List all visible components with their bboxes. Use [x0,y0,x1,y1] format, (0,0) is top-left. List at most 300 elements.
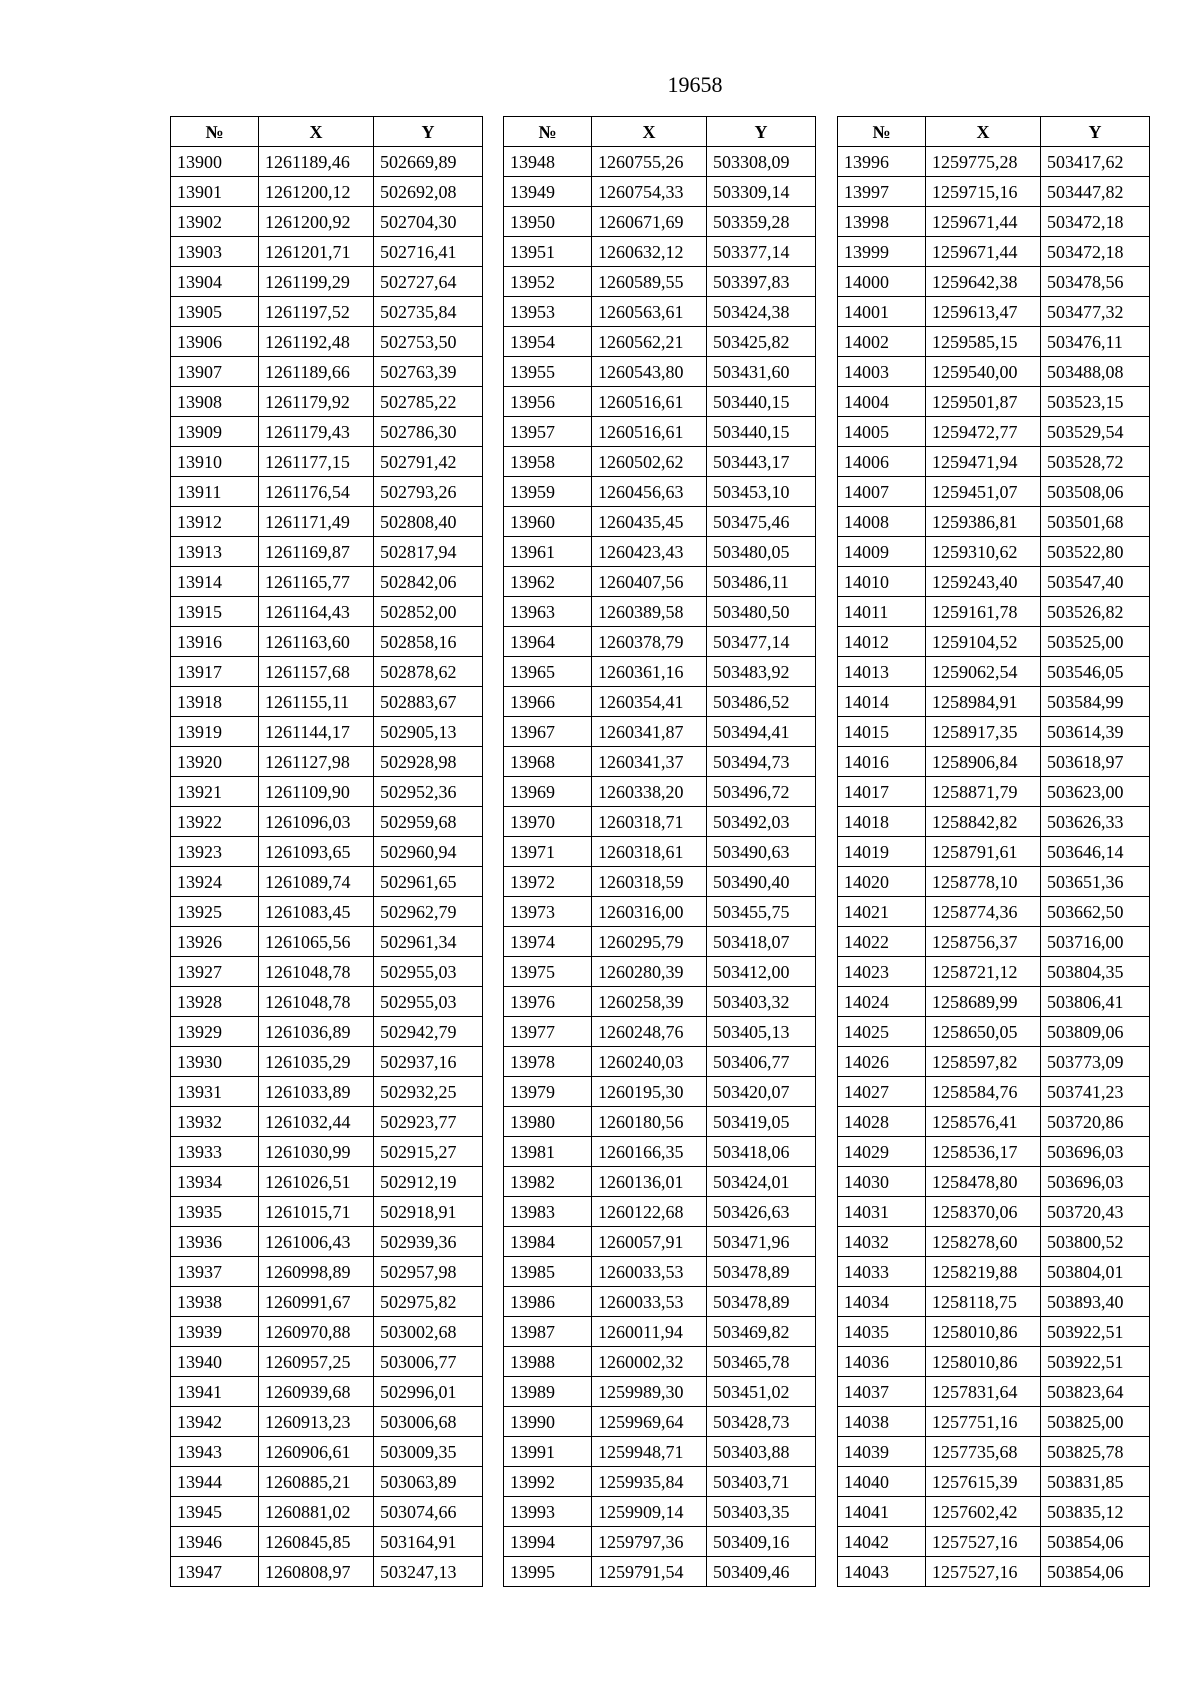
cell-number: 13914 [171,567,259,597]
cell-y: 502961,65 [374,867,483,897]
table-row [171,387,483,417]
cell-y: 503496,72 [707,777,816,807]
cell-number: 14012 [838,627,926,657]
cell-number: 13942 [171,1407,259,1437]
table-row [171,957,483,987]
column-header-y: Y [1041,117,1150,147]
table-row [171,1467,483,1497]
cell-x: 1261030,99 [259,1137,374,1167]
table-row [504,1497,816,1527]
cell-y: 503403,35 [707,1497,816,1527]
table-row [838,537,1150,567]
cell-number: 13948 [504,147,592,177]
cell-x: 1261169,87 [259,537,374,567]
table-row [504,1347,816,1377]
cell-x: 1258689,99 [926,987,1041,1017]
table-row [171,1497,483,1527]
cell-y: 503584,99 [1041,687,1150,717]
cell-x: 1261176,54 [259,477,374,507]
cell-y: 503009,35 [374,1437,483,1467]
table-row [171,777,483,807]
coordinates-table-2 [503,116,816,1587]
table-row [171,1227,483,1257]
cell-number: 13936 [171,1227,259,1257]
cell-x: 1260970,88 [259,1317,374,1347]
table-row [838,1527,1150,1557]
cell-y: 503893,40 [1041,1287,1150,1317]
table-row [504,1437,816,1467]
cell-x: 1261200,12 [259,177,374,207]
cell-x: 1259540,00 [926,357,1041,387]
table-row [504,1077,816,1107]
column-header-number: № [504,117,592,147]
cell-y: 503480,50 [707,597,816,627]
table-row [504,1317,816,1347]
table-row [838,1467,1150,1497]
cell-x: 1259501,87 [926,387,1041,417]
cell-x: 1259104,52 [926,627,1041,657]
cell-number: 13958 [504,447,592,477]
table-row [504,747,816,777]
cell-y: 503854,06 [1041,1527,1150,1557]
cell-number: 13905 [171,297,259,327]
table-row [171,987,483,1017]
cell-y: 502957,98 [374,1257,483,1287]
cell-number: 14030 [838,1167,926,1197]
cell-number: 13987 [504,1317,592,1347]
cell-x: 1260295,79 [592,927,707,957]
cell-number: 13963 [504,597,592,627]
table-row [504,1287,816,1317]
cell-x: 1261189,66 [259,357,374,387]
table-row [838,987,1150,1017]
cell-y: 503492,03 [707,807,816,837]
cell-x: 1260341,37 [592,747,707,777]
cell-x: 1258778,10 [926,867,1041,897]
cell-number: 13965 [504,657,592,687]
cell-y: 503477,14 [707,627,816,657]
cell-number: 14000 [838,267,926,297]
cell-x: 1260166,35 [592,1137,707,1167]
cell-y: 503716,00 [1041,927,1150,957]
cell-y: 503546,05 [1041,657,1150,687]
cell-x: 1260913,23 [259,1407,374,1437]
cell-number: 14043 [838,1557,926,1587]
cell-y: 503525,00 [1041,627,1150,657]
cell-y: 503412,00 [707,957,816,987]
cell-y: 503720,86 [1041,1107,1150,1137]
cell-number: 13954 [504,327,592,357]
cell-x: 1260423,43 [592,537,707,567]
table-row [171,207,483,237]
cell-x: 1261179,43 [259,417,374,447]
table-row [504,597,816,627]
table-row [838,957,1150,987]
cell-y: 502763,39 [374,357,483,387]
table-row [838,417,1150,447]
cell-number: 13931 [171,1077,259,1107]
cell-number: 13927 [171,957,259,987]
cell-x: 1259471,94 [926,447,1041,477]
cell-number: 14003 [838,357,926,387]
cell-number: 13928 [171,987,259,1017]
cell-y: 502955,03 [374,957,483,987]
cell-x: 1261032,44 [259,1107,374,1137]
cell-y: 503440,15 [707,387,816,417]
table-row [171,1407,483,1437]
table-row [504,537,816,567]
table-row [171,1017,483,1047]
table-row [171,627,483,657]
cell-x: 1260180,56 [592,1107,707,1137]
table-row [838,1347,1150,1377]
cell-x: 1261197,52 [259,297,374,327]
cell-x: 1257527,16 [926,1527,1041,1557]
table-row [504,1227,816,1257]
cell-x: 1260407,56 [592,567,707,597]
cell-x: 1260671,69 [592,207,707,237]
cell-y: 503447,82 [1041,177,1150,207]
table-row [504,147,816,177]
table-row [504,237,816,267]
cell-y: 502692,08 [374,177,483,207]
table-row [171,507,483,537]
column-header-x: X [259,117,374,147]
table-row [838,1077,1150,1107]
cell-x: 1261199,29 [259,267,374,297]
cell-x: 1261065,56 [259,927,374,957]
table-row [838,807,1150,837]
table-row [504,1107,816,1137]
table-row [171,867,483,897]
cell-number: 14041 [838,1497,926,1527]
cell-number: 13974 [504,927,592,957]
cell-y: 502961,34 [374,927,483,957]
cell-x: 1259989,30 [592,1377,707,1407]
cell-y: 503806,41 [1041,987,1150,1017]
table-row [838,657,1150,687]
cell-number: 13962 [504,567,592,597]
cell-x: 1260516,61 [592,417,707,447]
cell-y: 503501,68 [1041,507,1150,537]
cell-x: 1258871,79 [926,777,1041,807]
cell-x: 1259969,64 [592,1407,707,1437]
cell-x: 1261089,74 [259,867,374,897]
cell-y: 502817,94 [374,537,483,567]
cell-y: 503825,78 [1041,1437,1150,1467]
cell-x: 1261096,03 [259,807,374,837]
cell-y: 503618,97 [1041,747,1150,777]
cell-y: 503488,08 [1041,357,1150,387]
cell-x: 1261164,43 [259,597,374,627]
cell-x: 1258597,82 [926,1047,1041,1077]
cell-y: 503426,63 [707,1197,816,1227]
cell-y: 503465,78 [707,1347,816,1377]
table-row [838,777,1150,807]
cell-x: 1260361,16 [592,657,707,687]
cell-number: 13973 [504,897,592,927]
cell-y: 503800,52 [1041,1227,1150,1257]
cell-y: 503397,83 [707,267,816,297]
cell-number: 14029 [838,1137,926,1167]
cell-number: 13919 [171,717,259,747]
table-row [171,597,483,627]
cell-y: 502753,50 [374,327,483,357]
cell-number: 13964 [504,627,592,657]
cell-x: 1261177,15 [259,447,374,477]
cell-y: 502727,64 [374,267,483,297]
cell-y: 503523,15 [1041,387,1150,417]
column-header-y: Y [374,117,483,147]
cell-y: 502942,79 [374,1017,483,1047]
cell-number: 13907 [171,357,259,387]
cell-x: 1259642,38 [926,267,1041,297]
cell-number: 13976 [504,987,592,1017]
cell-number: 13947 [171,1557,259,1587]
cell-number: 14025 [838,1017,926,1047]
cell-number: 13930 [171,1047,259,1077]
cell-number: 14006 [838,447,926,477]
cell-x: 1260240,03 [592,1047,707,1077]
cell-number: 13911 [171,477,259,507]
table-row [838,327,1150,357]
cell-y: 502842,06 [374,567,483,597]
cell-number: 14001 [838,297,926,327]
cell-y: 503247,13 [374,1557,483,1587]
cell-x: 1260754,33 [592,177,707,207]
cell-number: 14040 [838,1467,926,1497]
cell-number: 13995 [504,1557,592,1587]
cell-number: 13972 [504,867,592,897]
cell-y: 503823,64 [1041,1377,1150,1407]
cell-x: 1260389,58 [592,597,707,627]
table-row [504,807,816,837]
cell-x: 1258917,35 [926,717,1041,747]
cell-number: 13978 [504,1047,592,1077]
column-header-number: № [838,117,926,147]
table-row [838,507,1150,537]
cell-number: 14021 [838,897,926,927]
cell-y: 502928,98 [374,747,483,777]
cell-y: 503804,35 [1041,957,1150,987]
table-row [504,417,816,447]
cell-x: 1258219,88 [926,1257,1041,1287]
table-row [504,357,816,387]
cell-x: 1258756,37 [926,927,1041,957]
table-row [838,1107,1150,1137]
table-row [838,1017,1150,1047]
cell-number: 13939 [171,1317,259,1347]
table-row [838,687,1150,717]
cell-y: 503494,73 [707,747,816,777]
table-row [171,1377,483,1407]
cell-y: 502735,84 [374,297,483,327]
table-row [171,477,483,507]
cell-y: 503809,06 [1041,1017,1150,1047]
cell-number: 13952 [504,267,592,297]
column-header-x: X [926,117,1041,147]
cell-x: 1260998,89 [259,1257,374,1287]
cell-y: 503696,03 [1041,1137,1150,1167]
table-row [171,1257,483,1287]
cell-y: 503490,40 [707,867,816,897]
cell-number: 14007 [838,477,926,507]
table-row [504,687,816,717]
cell-x: 1258842,82 [926,807,1041,837]
cell-x: 1260906,61 [259,1437,374,1467]
cell-x: 1261165,77 [259,567,374,597]
cell-number: 13950 [504,207,592,237]
table-row [504,267,816,297]
table-row [504,477,816,507]
cell-x: 1260755,26 [592,147,707,177]
cell-y: 503443,17 [707,447,816,477]
page-number: 19658 [667,72,723,97]
cell-x: 1257751,16 [926,1407,1041,1437]
cell-x: 1258010,86 [926,1347,1041,1377]
cell-x: 1261015,71 [259,1197,374,1227]
cell-y: 503074,66 [374,1497,483,1527]
cell-x: 1260562,21 [592,327,707,357]
cell-number: 13961 [504,537,592,567]
table-row [838,1497,1150,1527]
cell-number: 13984 [504,1227,592,1257]
cell-y: 502996,01 [374,1377,483,1407]
table-row [171,1047,483,1077]
cell-y: 503405,13 [707,1017,816,1047]
cell-number: 13904 [171,267,259,297]
cell-x: 1259909,14 [592,1497,707,1527]
cell-x: 1259797,36 [592,1527,707,1557]
table-row [504,1527,816,1557]
cell-number: 13993 [504,1497,592,1527]
table-row [171,177,483,207]
cell-x: 1261035,29 [259,1047,374,1077]
cell-x: 1259791,54 [592,1557,707,1587]
table-row [171,657,483,687]
cell-y: 502793,26 [374,477,483,507]
cell-y: 503377,14 [707,237,816,267]
cell-x: 1260885,21 [259,1467,374,1497]
cell-x: 1259472,77 [926,417,1041,447]
cell-x: 1260033,53 [592,1257,707,1287]
cell-x: 1260248,76 [592,1017,707,1047]
table-row [838,447,1150,477]
table-row [504,987,816,1017]
cell-y: 503418,06 [707,1137,816,1167]
cell-number: 14017 [838,777,926,807]
cell-number: 13979 [504,1077,592,1107]
cell-x: 1260057,91 [592,1227,707,1257]
table-row [504,1017,816,1047]
cell-number: 13922 [171,807,259,837]
cell-number: 13999 [838,237,926,267]
cell-y: 503741,23 [1041,1077,1150,1107]
cell-x: 1260122,68 [592,1197,707,1227]
cell-y: 503526,82 [1041,597,1150,627]
table-row [838,1437,1150,1467]
cell-x: 1261157,68 [259,657,374,687]
cell-number: 13938 [171,1287,259,1317]
cell-x: 1258478,80 [926,1167,1041,1197]
cell-number: 14005 [838,417,926,447]
cell-y: 503428,73 [707,1407,816,1437]
cell-x: 1260195,30 [592,1077,707,1107]
cell-x: 1261189,46 [259,147,374,177]
cell-y: 503409,16 [707,1527,816,1557]
cell-y: 503529,54 [1041,417,1150,447]
table-row [171,1527,483,1557]
cell-x: 1258650,05 [926,1017,1041,1047]
cell-y: 503922,51 [1041,1347,1150,1377]
cell-x: 1260318,71 [592,807,707,837]
cell-y: 503472,18 [1041,237,1150,267]
cell-number: 14018 [838,807,926,837]
cell-x: 1260316,00 [592,897,707,927]
cell-x: 1261144,17 [259,717,374,747]
cell-number: 13992 [504,1467,592,1497]
cell-number: 13998 [838,207,926,237]
cell-y: 502669,89 [374,147,483,177]
cell-y: 503475,46 [707,507,816,537]
cell-x: 1261163,60 [259,627,374,657]
cell-y: 503431,60 [707,357,816,387]
cell-x: 1258010,86 [926,1317,1041,1347]
cell-number: 13983 [504,1197,592,1227]
cell-number: 14015 [838,717,926,747]
table-row [838,1047,1150,1077]
cell-x: 1258584,76 [926,1077,1041,1107]
cell-number: 13912 [171,507,259,537]
table-row [838,1197,1150,1227]
cell-y: 503164,91 [374,1527,483,1557]
table-row [838,357,1150,387]
cell-y: 503453,10 [707,477,816,507]
cell-x: 1260280,39 [592,957,707,987]
cell-y: 503359,28 [707,207,816,237]
cell-y: 502960,94 [374,837,483,867]
column-header-y: Y [707,117,816,147]
cell-x: 1260516,61 [592,387,707,417]
cell-y: 502852,00 [374,597,483,627]
cell-number: 13934 [171,1167,259,1197]
cell-number: 13960 [504,507,592,537]
cell-number: 14039 [838,1437,926,1467]
cell-number: 13903 [171,237,259,267]
table-row [171,927,483,957]
cell-number: 14022 [838,927,926,957]
cell-y: 503614,39 [1041,717,1150,747]
table-row [171,447,483,477]
cell-number: 14016 [838,747,926,777]
cell-number: 14033 [838,1257,926,1287]
table-header-row [171,117,483,147]
table-row [504,1467,816,1497]
cell-number: 14014 [838,687,926,717]
cell-number: 13924 [171,867,259,897]
cell-y: 503455,75 [707,897,816,927]
cell-x: 1260939,68 [259,1377,374,1407]
table-row [504,207,816,237]
cell-x: 1261093,65 [259,837,374,867]
cell-number: 14011 [838,597,926,627]
table-row [171,1317,483,1347]
table-row [171,357,483,387]
table-row [171,567,483,597]
cell-x: 1261155,11 [259,687,374,717]
cell-x: 1259671,44 [926,237,1041,267]
cell-x: 1257615,39 [926,1467,1041,1497]
